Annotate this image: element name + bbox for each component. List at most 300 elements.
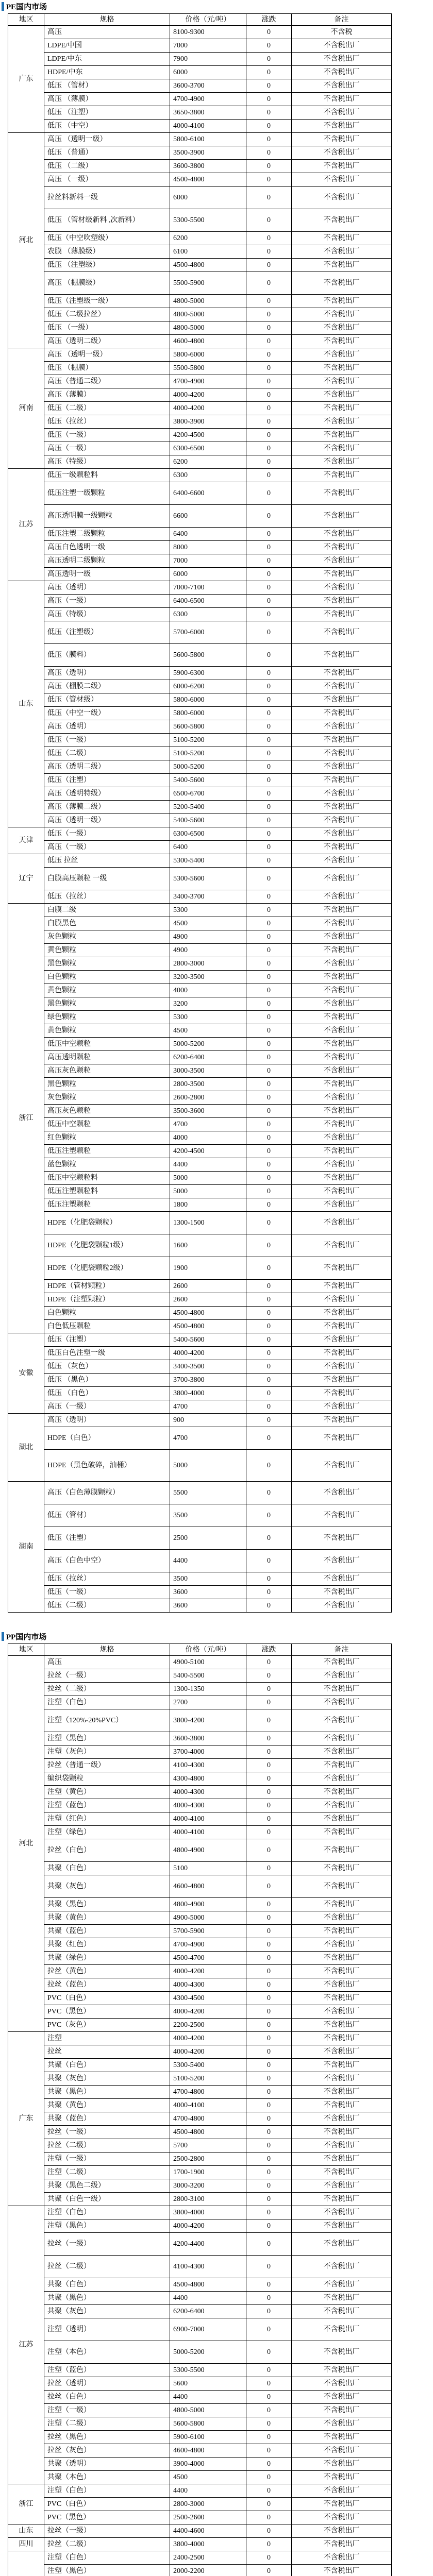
- note-cell: 不含税出厂: [292, 2498, 392, 2511]
- spec-cell: 高压透明一级: [44, 568, 170, 581]
- spec-cell: 低压白色注塑一级: [44, 1347, 170, 1360]
- note-cell: 不含税出厂: [292, 1307, 392, 1320]
- spec-cell: 共聚（红色）: [44, 1938, 170, 1952]
- spec-cell: 高压白色透明一级: [44, 541, 170, 554]
- change-cell: 0: [246, 1799, 292, 1812]
- price-cell: 5600-5800: [170, 720, 246, 734]
- price-cell: 4700-4800: [170, 2112, 246, 2126]
- spec-cell: 低压（二级拉丝）: [44, 308, 170, 321]
- change-cell: 0: [246, 93, 292, 106]
- note-cell: 不含税出厂: [292, 187, 392, 209]
- price-cell: 3000-3500: [170, 1064, 246, 1078]
- spec-cell: 拉丝（二级）: [44, 2256, 170, 2278]
- table-row: [8, 2072, 392, 2086]
- table-row: [8, 2045, 392, 2059]
- table-row: [8, 1599, 392, 1613]
- change-cell: 0: [246, 388, 292, 402]
- table-row: [8, 841, 392, 854]
- table-row: [8, 1504, 392, 1527]
- change-cell: 0: [246, 442, 292, 455]
- table-row: [8, 1257, 392, 1280]
- price-cell: 4500: [170, 917, 246, 930]
- region-cell: 安徽: [8, 1333, 44, 1414]
- region-cell: 广东: [8, 2032, 44, 2206]
- spec-cell: 低压注塑二级颗粒: [44, 528, 170, 541]
- spec-cell: 高压 （透明一级）: [44, 133, 170, 146]
- price-cell: 4700-4800: [170, 2086, 246, 2099]
- table-row: [8, 1091, 392, 1105]
- spec-cell: 共聚（蓝色）: [44, 2112, 170, 2126]
- change-cell: 0: [246, 1234, 292, 1257]
- note-cell: 不含税出厂: [292, 621, 392, 644]
- note-cell: 不含税出厂: [292, 120, 392, 133]
- table-row: [8, 79, 392, 93]
- table-row: [8, 1839, 392, 1862]
- spec-cell: 拉丝料新料一级: [44, 187, 170, 209]
- spec-cell: PVC（黑色）: [44, 2511, 170, 2524]
- note-cell: 不含税出厂: [292, 1234, 392, 1257]
- note-cell: 不含税出厂: [292, 429, 392, 442]
- note-cell: 不含税出厂: [292, 541, 392, 554]
- table-row: [8, 2219, 392, 2233]
- table-row: [8, 930, 392, 944]
- price-cell: 2800-3500: [170, 1078, 246, 1091]
- table-row: [8, 2233, 392, 2256]
- note-cell: 不含税出厂: [292, 1320, 392, 1333]
- change-cell: 0: [246, 644, 292, 667]
- table-row: [8, 505, 392, 528]
- table-row: [8, 1145, 392, 1158]
- change-cell: 0: [246, 1307, 292, 1320]
- header-spec: 规格: [44, 14, 170, 26]
- spec-cell: LDPE/中国: [44, 39, 170, 53]
- section-marker-icon: [2, 1632, 4, 1641]
- price-cell: 2800-3100: [170, 2193, 246, 2206]
- price-cell: 3500-3600: [170, 1105, 246, 1118]
- note-cell: 不含税: [292, 26, 392, 39]
- price-cell: 1600: [170, 1234, 246, 1257]
- note-cell: 不含税出厂: [292, 868, 392, 890]
- price-cell: 6400: [170, 841, 246, 854]
- note-cell: 不含税出厂: [292, 1024, 392, 1038]
- table-row: [8, 245, 392, 259]
- note-cell: 不含税出厂: [292, 680, 392, 693]
- spec-cell: 白色低压颗粒: [44, 1320, 170, 1333]
- price-cell: 2600: [170, 1280, 246, 1293]
- price-cell: 3500-3900: [170, 146, 246, 160]
- change-cell: 0: [246, 827, 292, 841]
- note-cell: 不含税出厂: [292, 787, 392, 801]
- table-row: [8, 295, 392, 308]
- price-cell: 5300: [170, 1011, 246, 1024]
- table-row: [8, 801, 392, 814]
- change-cell: 0: [246, 2484, 292, 2498]
- change-cell: 0: [246, 1333, 292, 1347]
- spec-cell: 拉丝（灰色）: [44, 2444, 170, 2458]
- price-cell: 6100: [170, 245, 246, 259]
- note-cell: 不含税出厂: [292, 2005, 392, 2019]
- change-cell: 0: [246, 2256, 292, 2278]
- spec-cell: 绿色颗粒: [44, 1011, 170, 1024]
- table-row: [8, 1307, 392, 1320]
- table-row: [8, 1656, 392, 1669]
- note-cell: 不含税出厂: [292, 2059, 392, 2072]
- header-change: 涨跌: [246, 1644, 292, 1656]
- change-cell: 0: [246, 66, 292, 79]
- price-cell: 4900-5000: [170, 1911, 246, 1925]
- note-cell: 不含税出厂: [292, 1333, 392, 1347]
- spec-cell: 高压透明二级颗粒: [44, 554, 170, 568]
- spec-cell: 黑色颗粒: [44, 957, 170, 971]
- table-row: [8, 348, 392, 362]
- table-row: [8, 1527, 392, 1550]
- spec-cell: 共聚（黑色二级）: [44, 2179, 170, 2193]
- spec-cell: 共聚（白色一级）: [44, 2193, 170, 2206]
- change-cell: 0: [246, 1414, 292, 1427]
- note-cell: 不含税出厂: [292, 1038, 392, 1051]
- price-cell: 4500-4800: [170, 1307, 246, 1320]
- table-row: [8, 2166, 392, 2179]
- spec-cell: 低压 （棚膜）: [44, 362, 170, 375]
- table-row: [8, 1051, 392, 1064]
- change-cell: 0: [246, 1572, 292, 1586]
- spec-cell: 注塑（120%-20%PVC）: [44, 1709, 170, 1732]
- price-cell: 4400: [170, 2484, 246, 2498]
- price-cell: 3800-4000: [170, 2206, 246, 2219]
- change-cell: 0: [246, 2179, 292, 2193]
- note-cell: 不含税出厂: [292, 1925, 392, 1938]
- table-row: [8, 2005, 392, 2019]
- price-cell: 4800-4900: [170, 1839, 246, 1862]
- price-cell: 4600-4800: [170, 2444, 246, 2458]
- price-cell: 6200: [170, 455, 246, 469]
- change-cell: 0: [246, 1504, 292, 1527]
- note-cell: 不含税出厂: [292, 1212, 392, 1234]
- change-cell: 0: [246, 1732, 292, 1745]
- price-cell: 5600-5800: [170, 644, 246, 667]
- change-cell: 0: [246, 2072, 292, 2086]
- price-cell: 4000: [170, 1131, 246, 1145]
- change-cell: 0: [246, 2086, 292, 2099]
- price-cell: 3900-4000: [170, 2458, 246, 2471]
- change-cell: 0: [246, 621, 292, 644]
- change-cell: 0: [246, 308, 292, 321]
- change-cell: 0: [246, 2364, 292, 2377]
- note-cell: 不含税出厂: [292, 469, 392, 482]
- change-cell: 0: [246, 245, 292, 259]
- region-cell: 浙江: [8, 904, 44, 1333]
- change-cell: 0: [246, 2511, 292, 2524]
- change-cell: 0: [246, 707, 292, 720]
- price-cell: 5000: [170, 1172, 246, 1185]
- table-row: [8, 375, 392, 388]
- change-cell: 0: [246, 1212, 292, 1234]
- table-row: [8, 1826, 392, 1839]
- change-cell: 0: [246, 595, 292, 608]
- note-cell: 不含税出厂: [292, 2431, 392, 2444]
- change-cell: 0: [246, 1064, 292, 1078]
- note-cell: 不含税出厂: [292, 2524, 392, 2538]
- price-cell: 3800-3900: [170, 415, 246, 429]
- table-row: [8, 541, 392, 554]
- table-row: [8, 1347, 392, 1360]
- note-cell: 不含税出厂: [292, 1293, 392, 1307]
- change-cell: 0: [246, 2045, 292, 2059]
- change-cell: 0: [246, 2219, 292, 2233]
- spec-cell: 高压（薄膜）: [44, 388, 170, 402]
- spec-cell: 共聚（黑色）: [44, 1898, 170, 1911]
- table-row: [8, 595, 392, 608]
- spec-cell: 拉丝（一级）: [44, 2126, 170, 2139]
- price-cell: 7900: [170, 53, 246, 66]
- price-cell: 5000-5200: [170, 1038, 246, 1051]
- note-cell: 不含税出厂: [292, 2391, 392, 2404]
- table-row: [8, 442, 392, 455]
- change-cell: 0: [246, 469, 292, 482]
- note-cell: 不含税出厂: [292, 890, 392, 904]
- note-cell: 不含税出厂: [292, 984, 392, 997]
- note-cell: 不含税出厂: [292, 2444, 392, 2458]
- change-cell: 0: [246, 774, 292, 787]
- spec-cell: 低压中空颗粒: [44, 1118, 170, 1131]
- change-cell: 0: [246, 1786, 292, 1799]
- price-cell: 4400: [170, 2391, 246, 2404]
- table-row: [8, 1400, 392, 1414]
- note-cell: 不含税出厂: [292, 1482, 392, 1504]
- note-cell: 不含税出厂: [292, 1992, 392, 2005]
- table-row: [8, 1952, 392, 1965]
- change-cell: 0: [246, 321, 292, 335]
- note-cell: 不含税出厂: [292, 608, 392, 621]
- price-cell: 5000-5200: [170, 760, 246, 774]
- spec-cell: 共聚（黑色）: [44, 2292, 170, 2305]
- change-cell: 0: [246, 2139, 292, 2153]
- spec-cell: 高压透明颗粒: [44, 1051, 170, 1064]
- note-cell: 不含税出厂: [292, 173, 392, 187]
- change-cell: 0: [246, 335, 292, 348]
- price-cell: 3800-4200: [170, 1709, 246, 1732]
- change-cell: 0: [246, 2059, 292, 2072]
- change-cell: 0: [246, 2032, 292, 2045]
- change-cell: 0: [246, 667, 292, 680]
- table-row: [8, 2391, 392, 2404]
- spec-cell: 拉丝（二级）: [44, 2538, 170, 2551]
- change-cell: 0: [246, 120, 292, 133]
- note-cell: 不含税出厂: [292, 644, 392, 667]
- change-cell: 0: [246, 2005, 292, 2019]
- price-cell: 2400-2500: [170, 2551, 246, 2565]
- region-cell: 河北: [8, 133, 44, 348]
- note-cell: 不含税出厂: [292, 1586, 392, 1599]
- table-row: [8, 528, 392, 541]
- table-row: [8, 1158, 392, 1172]
- price-cell: 6300-6500: [170, 442, 246, 455]
- table-row: [8, 106, 392, 120]
- table-row: [8, 455, 392, 469]
- table-row: [8, 904, 392, 917]
- table-row: [8, 2019, 392, 2032]
- spec-cell: HDPE（黑色破碎，油桶）: [44, 1450, 170, 1482]
- table-row: [8, 2511, 392, 2524]
- spec-cell: 低压中空颗粒: [44, 1038, 170, 1051]
- change-cell: 0: [246, 1938, 292, 1952]
- table-row: [8, 133, 392, 146]
- change-cell: 0: [246, 1669, 292, 1683]
- spec-cell: 高压（一级）: [44, 442, 170, 455]
- note-cell: 不含税出厂: [292, 1374, 392, 1387]
- note-cell: 不含税出厂: [292, 801, 392, 814]
- note-cell: 不含税出厂: [292, 1669, 392, 1683]
- note-cell: 不含税出厂: [292, 957, 392, 971]
- note-cell: 不含税出厂: [292, 259, 392, 272]
- header-region: 地区: [8, 1644, 44, 1656]
- price-cell: 3600-3700: [170, 79, 246, 93]
- spec-cell: 高压: [44, 26, 170, 39]
- table-row: [8, 1550, 392, 1572]
- price-cell: 6500-6700: [170, 787, 246, 801]
- price-cell: 7000: [170, 554, 246, 568]
- change-cell: 0: [246, 272, 292, 295]
- spec-cell: HDPE（化肥袋颗粒2级）: [44, 1257, 170, 1280]
- price-cell: 3200-3500: [170, 971, 246, 984]
- price-cell: 900: [170, 1414, 246, 1427]
- price-cell: 5700-6000: [170, 621, 246, 644]
- spec-cell: 注塑（一级）: [44, 2153, 170, 2166]
- note-cell: 不含税出厂: [292, 595, 392, 608]
- table-row: [8, 1482, 392, 1504]
- header-region: 地区: [8, 14, 44, 26]
- price-cell: 1900: [170, 1257, 246, 1280]
- spec-cell: 低压（拉丝）: [44, 890, 170, 904]
- note-cell: 不含税出厂: [292, 734, 392, 747]
- spec-cell: 共聚（绿色）: [44, 1952, 170, 1965]
- price-cell: 1700-1900: [170, 2166, 246, 2179]
- price-cell: 5000: [170, 1450, 246, 1482]
- spec-cell: 高压（透明）: [44, 1414, 170, 1427]
- price-cell: 4600-4800: [170, 335, 246, 348]
- price-cell: 5800-6000: [170, 348, 246, 362]
- table-row: [8, 1450, 392, 1482]
- price-cell: 5400-5600: [170, 1333, 246, 1347]
- note-cell: 不含税出厂: [292, 720, 392, 734]
- change-cell: 0: [246, 1360, 292, 1374]
- change-cell: 0: [246, 2471, 292, 2484]
- table-row: [8, 308, 392, 321]
- note-cell: 不含税出厂: [292, 554, 392, 568]
- spec-cell: 黑色颗粒: [44, 997, 170, 1011]
- note-cell: 不含税出厂: [292, 1051, 392, 1064]
- note-cell: 不含税出厂: [292, 1185, 392, 1198]
- table-row: [8, 1572, 392, 1586]
- spec-cell: 黑色颗粒: [44, 1078, 170, 1091]
- spec-cell: 高压（特级）: [44, 455, 170, 469]
- table-row: [8, 146, 392, 160]
- price-cell: 4800-5000: [170, 321, 246, 335]
- spec-cell: HDPE（注塑颗粒）: [44, 1293, 170, 1307]
- spec-cell: 低压（一级）: [44, 1586, 170, 1599]
- table-row: [8, 1772, 392, 1786]
- price-cell: 5000-5200: [170, 2341, 246, 2364]
- change-cell: 0: [246, 944, 292, 957]
- change-cell: 0: [246, 608, 292, 621]
- change-cell: 0: [246, 2404, 292, 2417]
- change-cell: 0: [246, 984, 292, 997]
- table-row: [8, 1360, 392, 1374]
- note-cell: 不含税出厂: [292, 2551, 392, 2565]
- note-cell: 不含税出厂: [292, 1656, 392, 1669]
- note-cell: 不含税出厂: [292, 2153, 392, 2166]
- change-cell: 0: [246, 2417, 292, 2431]
- note-cell: 不含税出厂: [292, 1504, 392, 1527]
- price-cell: 5300-5500: [170, 2364, 246, 2377]
- price-cell: 4400-4600: [170, 2524, 246, 2538]
- change-cell: 0: [246, 362, 292, 375]
- price-cell: 3000-3200: [170, 2179, 246, 2193]
- spec-cell: 编织袋颗粒: [44, 1772, 170, 1786]
- spec-cell: 低压（管材级）: [44, 693, 170, 707]
- change-cell: 0: [246, 1257, 292, 1280]
- price-cell: 4000-4200: [170, 388, 246, 402]
- change-cell: 0: [246, 854, 292, 868]
- spec-cell: 高压灰色颗粒: [44, 1064, 170, 1078]
- price-cell: 3500: [170, 1504, 246, 1527]
- price-cell: 4800-4900: [170, 1898, 246, 1911]
- change-cell: 0: [246, 581, 292, 595]
- spec-cell: 共聚（白色）: [44, 2059, 170, 2072]
- spec-cell: PVC（白色）: [44, 2498, 170, 2511]
- change-cell: 0: [246, 2391, 292, 2404]
- note-cell: 不含税出厂: [292, 308, 392, 321]
- spec-cell: 高压（白色薄膜颗粒）: [44, 1482, 170, 1504]
- note-cell: 不含税出厂: [292, 482, 392, 505]
- note-cell: 不含税出厂: [292, 1862, 392, 1875]
- price-cell: 4000-4200: [170, 402, 246, 415]
- price-cell: 6300: [170, 469, 246, 482]
- change-cell: 0: [246, 1599, 292, 1613]
- note-cell: 不含税出厂: [292, 1911, 392, 1925]
- table-row: [8, 2086, 392, 2099]
- change-cell: 0: [246, 1172, 292, 1185]
- change-cell: 0: [246, 1925, 292, 1938]
- change-cell: 0: [246, 693, 292, 707]
- spec-cell: 低压注塑颗粒料: [44, 1185, 170, 1198]
- price-cell: 6200-6400: [170, 1051, 246, 1064]
- note-cell: 不含税出厂: [292, 442, 392, 455]
- change-cell: 0: [246, 160, 292, 173]
- note-cell: 不含税出厂: [292, 2099, 392, 2112]
- spec-cell: 低压（二级）: [44, 747, 170, 760]
- table-row: [8, 1280, 392, 1293]
- spec-cell: 注塑（黑色）: [44, 2219, 170, 2233]
- note-cell: 不含税出厂: [292, 1786, 392, 1799]
- spec-cell: 注塑（灰色）: [44, 1745, 170, 1759]
- change-cell: 0: [246, 528, 292, 541]
- change-cell: 0: [246, 1745, 292, 1759]
- table-row: [8, 917, 392, 930]
- change-cell: 0: [246, 1038, 292, 1051]
- table-row: [8, 2292, 392, 2305]
- change-cell: 0: [246, 1772, 292, 1786]
- change-cell: 0: [246, 26, 292, 39]
- note-cell: 不含税出厂: [292, 209, 392, 232]
- note-cell: 不含税出厂: [292, 505, 392, 528]
- price-cell: 5400-5600: [170, 774, 246, 787]
- price-cell: 4000-4200: [170, 1965, 246, 1978]
- price-cell: 6300-6500: [170, 827, 246, 841]
- change-cell: 0: [246, 1091, 292, 1105]
- spec-cell: 高压（普通二级）: [44, 375, 170, 388]
- table-row: [8, 1745, 392, 1759]
